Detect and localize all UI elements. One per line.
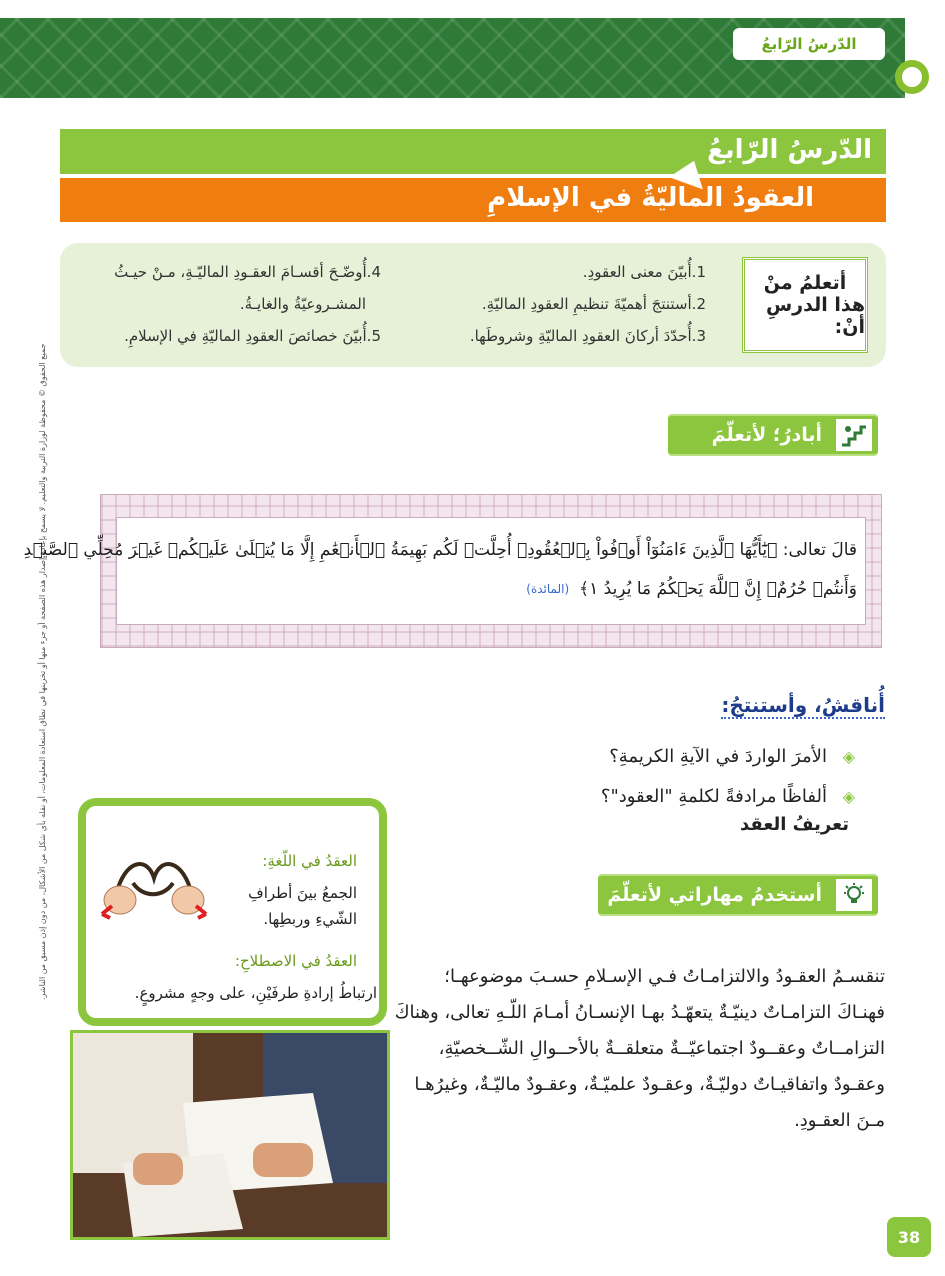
objective-item: 1.أُبيّنَ معنى العقودِ. <box>582 263 706 281</box>
lesson-topic-title: العقودُ الماليّةُ في الإسلامِ <box>487 183 814 213</box>
definition-term-heading: العقدُ في الاصطلاحِ: <box>234 952 357 970</box>
definition-title: تعريفُ العقد <box>739 814 849 835</box>
discussion-question <box>601 786 855 807</box>
header-ring-ornament <box>895 60 929 94</box>
quran-verse-box <box>23 517 866 625</box>
paragraph-line: وعقـودٌ واتفاقيـاتٌ دوليّـةٌ، وعقـودٌ علميّـةٌ، وعقـودٌ ماليّـةٌ، وغيرُهـا <box>414 1074 885 1095</box>
section-initiate-label: أبادرُ؛ لأتعلّمَ <box>711 424 822 446</box>
paragraph-line: التزامــاتٌ وعقــودٌ اجتماعيّــةٌ متعلقــةٌ بالأحــوالِ الشّــخصيّةِ، <box>438 1038 885 1059</box>
header-lesson-tab: الدّرسُ الرّابعُ <box>733 28 885 60</box>
objectives-badge-line2: هذا الدرسِ أنْ: <box>765 294 865 338</box>
lesson-number-banner <box>60 129 886 174</box>
discussion-question <box>609 746 855 767</box>
objectives-badge <box>742 257 868 353</box>
verse-line-2: وَأَنتُمۡ حُرُمٌۗ إِنَّ ٱللَّهَ يَحۡكُمُ مَا يُرِيدُ ١﴾ <box>579 579 857 599</box>
learning-objectives-box <box>60 243 886 367</box>
copyright-notice <box>24 300 47 1000</box>
verse-line-2-row <box>526 578 857 599</box>
objectives-badge-line1: أتعلمُ منْ <box>763 272 847 294</box>
diamond-bullet-icon: ◈ <box>842 747 855 766</box>
objective-item-continued: المشـروعيّةُ والغايـةُ. <box>239 295 366 313</box>
verse-line-1: قالَ تعالى: ﴿يَٰٓأَيُّهَا ٱلَّذِينَ ءَامَنُوٓاْ أَوۡفُواْ بِٱلۡعُقُودِۚ أُحِلَّتۡ لَكُم بَهِيمَةُ ٱلۡأَنۡعَٰمِ إِلَّا مَا يُتۡلَىٰ عَلَيۡكُمۡ غَيۡرَ مُحِلِّي ٱلصَّيۡدِ <box>23 540 857 560</box>
definition-language-heading: العقدُ في اللّغةِ: <box>262 852 357 870</box>
definition-term-body: ارتباطُ إرادةِ طرفَيْنِ، على وجهٍ مشروعٍ. <box>134 984 377 1002</box>
definition-language-line: الشّيءِ وربطِها. <box>263 910 357 928</box>
stairs-person-icon <box>836 419 872 451</box>
verse-source: (المائدة) <box>526 581 570 596</box>
tied-rope-hands-illustration <box>98 848 210 924</box>
lesson-topic-banner <box>60 178 886 222</box>
lightbulb-icon <box>836 879 872 911</box>
objective-item: 5.أُبيّنَ خصائصَ العقودِ الماليّةِ في الإسلامِ. <box>124 327 381 345</box>
discussion-question-text: الأمرَ الواردَ في الآيةِ الكريمةِ؟ <box>609 746 827 767</box>
section-skills-pill <box>598 874 878 916</box>
copyright-text: جميع الحقوق © محفوظة لوزارة التربية والتعليم. لا يسمح بإعادة إصدار هذه الصفحة أو جزء منها أو تخزينها في نطاق استعادة المعلومات، أو نقله بأي شكل من الأشكال، من دون إذن مسبق من الناشر. <box>38 343 47 1000</box>
page-number: 38 <box>887 1217 931 1257</box>
objective-item: 2.أستنتجَ أهميّةَ تنظيمِ العقودِ الماليّةِ. <box>481 295 706 313</box>
objective-item: 3.أُحدّدَ أركانَ العقودِ الماليّةِ وشروطَها. <box>469 327 706 345</box>
discussion-question-text: ألفاظًا مرادفةً لكلمةِ "العقود"؟ <box>600 786 827 807</box>
objective-item: 4.أُوضّـحَ أقسـامَ العقـودِ الماليّـةِ، مـنْ حيـثُ <box>114 263 381 281</box>
section-skills-label: أستخدمُ مهاراتي لأتعلّمَ <box>607 884 822 906</box>
paragraph-line: تنقسـمُ العقـودُ والالتزامـاتُ فـي الإسـلامِ حسـبَ موضوعهـا؛ <box>444 966 885 987</box>
discussion-title: أُناقشُ، وأستنتجُ: <box>721 693 885 717</box>
definition-language-line: الجمعُ بينَ أطرافِ <box>248 884 357 902</box>
lesson-number-title: الدّرسُ الرّابعُ <box>707 135 872 165</box>
paragraph-line: فهنـاكَ التزامـاتٌ دينيّـةٌ يتعهّـدُ بهـا الإنسـانُ أمـامَ اللّـهِ تعالى، وهناكَ <box>394 1002 885 1023</box>
diamond-bullet-icon: ◈ <box>842 787 855 806</box>
paragraph-line: مـنَ العقـودِ. <box>794 1110 885 1131</box>
contract-signing-photo <box>70 1030 390 1240</box>
section-initiate-pill <box>668 414 878 456</box>
